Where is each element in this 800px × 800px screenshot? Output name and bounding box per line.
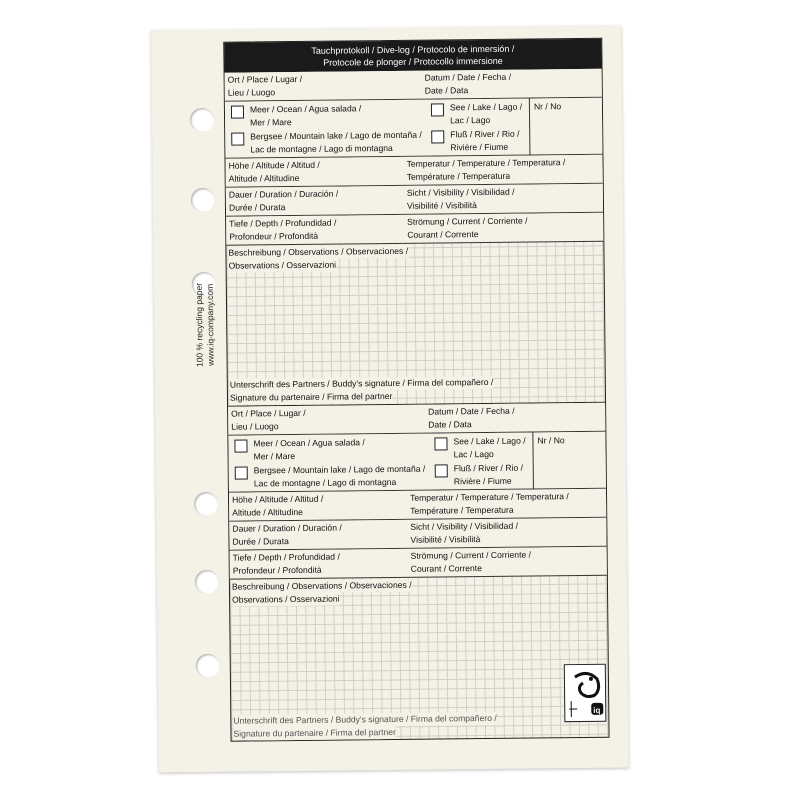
temperature-label: Temperatur / Temperature / Temperatura / <box>406 157 566 169</box>
river-label: Fluß / River / Rio / <box>450 128 520 140</box>
side-imprint <box>194 265 217 385</box>
mountain-lake-label: Lac de montagne / Lago di montagna <box>253 476 397 489</box>
divider <box>532 433 534 489</box>
river-option[interactable] <box>431 128 520 155</box>
place-date-row <box>225 69 602 102</box>
date-label: Datum / Date / Fecha / <box>424 71 512 83</box>
sea-checkbox[interactable] <box>231 106 244 119</box>
fish-logo-icon <box>565 665 606 721</box>
signature-label: Unterschrift des Partners / Buddy's signature / Firma del compañero / <box>229 376 494 390</box>
altitude-label: Altitude / Altitudine <box>228 172 300 184</box>
duration-visibility-row <box>229 518 606 551</box>
river-checkbox[interactable] <box>435 464 448 477</box>
signature-label: Signature du partenaire / Firma del partner <box>233 726 396 739</box>
current-label: Strömung / Current / Corriente / <box>410 549 532 561</box>
recycling-note: 100 % recycling paper <box>193 282 205 368</box>
punch-hole <box>196 654 220 678</box>
place-date-row <box>228 403 605 436</box>
website-note: www.iq-company.com <box>204 283 216 366</box>
form-header <box>224 39 601 73</box>
depth-label: Profondeur / Profondità <box>229 230 319 242</box>
place-label: Ort / Place / Lugar / <box>231 407 306 419</box>
temperature-label: Température / Temperatura <box>410 504 514 516</box>
current-label: Courant / Corrente <box>410 563 482 574</box>
visibility-field[interactable] <box>407 186 515 213</box>
observations-label <box>232 579 412 607</box>
depth-label: Tiefe / Depth / Profundidad / <box>229 217 337 229</box>
mountain-lake-label: Lac de montagne / Lago di montagna <box>250 142 393 155</box>
altitude-temp-row <box>225 155 602 188</box>
date-label: Date / Data <box>424 85 469 96</box>
mountain-lake-checkbox[interactable] <box>235 466 248 479</box>
visibility-label: Visibilité / Visibilità <box>410 534 481 545</box>
depth-field[interactable] <box>229 217 336 244</box>
current-label: Strömung / Current / Corriente / <box>407 215 528 227</box>
altitude-label: Höhe / Altitude / Altitud / <box>228 159 320 171</box>
duration-visibility-row <box>226 184 603 217</box>
number-label: Nr / No <box>537 435 565 446</box>
punch-hole <box>194 492 218 516</box>
date-label: Date / Data <box>428 419 472 430</box>
place-label: Ort / Place / Lugar / <box>227 73 303 85</box>
punch-hole <box>195 570 219 594</box>
log-sheet <box>151 26 629 773</box>
number-label: Nr / No <box>533 101 562 112</box>
altitude-label: Höhe / Altitude / Altitud / <box>231 493 324 505</box>
sea-label: Mer / Mare <box>253 450 296 462</box>
river-label: Fluß / River / Rio / <box>453 462 524 474</box>
sea-label: Mer / Mare <box>250 117 292 128</box>
dive-log-form <box>223 38 609 742</box>
depth-current-row <box>226 213 603 246</box>
iq-logo <box>564 664 607 722</box>
depth-label: Profondeur / Profondità <box>232 564 322 576</box>
observations-area[interactable] <box>230 576 609 742</box>
current-field[interactable] <box>411 549 532 576</box>
number-field[interactable] <box>534 100 561 113</box>
temperature-field[interactable] <box>410 490 569 518</box>
lake-label: See / Lake / Lago / <box>449 101 523 113</box>
mountain-lake-label: Bergsee / Mountain lake / Lago de montaña / <box>253 463 426 476</box>
observations-area[interactable] <box>226 242 605 407</box>
duration-label: Durée / Durata <box>228 202 286 213</box>
water-type-row <box>228 432 606 493</box>
number-field[interactable] <box>537 434 564 447</box>
visibility-label: Sicht / Visibility / Visibilidad / <box>410 520 519 532</box>
sea-label: Meer / Ocean / Agua salada / <box>249 103 362 115</box>
lake-option[interactable] <box>434 435 525 462</box>
svg-text:iq: iq <box>593 705 601 715</box>
temperature-field[interactable] <box>406 156 565 184</box>
signature-label: Unterschrift des Partners / Buddy's signature / Firma del compañero / <box>233 712 497 726</box>
sea-option[interactable] <box>231 102 362 129</box>
lake-checkbox[interactable] <box>434 437 447 450</box>
observations-text: Beschreibung / Observations / Observaciones / <box>228 245 409 258</box>
sea-option[interactable] <box>234 436 365 463</box>
depth-current-row <box>230 547 607 580</box>
mountain-lake-label: Bergsee / Mountain lake / Lago de montaña / <box>250 129 422 142</box>
current-field[interactable] <box>407 215 528 242</box>
altitude-label: Altitude / Altitudine <box>232 506 303 518</box>
visibility-label: Visibilité / Visibilità <box>406 200 477 211</box>
observations-text: Beschreibung / Observations / Observaciones / <box>231 579 412 592</box>
mountain-lake-checkbox[interactable] <box>231 133 244 146</box>
temperature-label: Température / Temperatura <box>406 170 511 182</box>
sea-label: Meer / Ocean / Agua salada / <box>253 437 365 449</box>
punch-hole <box>191 188 215 212</box>
mountain-lake-option[interactable] <box>235 463 426 491</box>
place-field[interactable] <box>231 407 306 434</box>
altitude-temp-row <box>229 489 606 522</box>
river-checkbox[interactable] <box>431 130 444 143</box>
date-label: Datum / Date / Fecha / <box>428 405 515 417</box>
duration-field[interactable] <box>229 188 339 215</box>
duration-label: Dauer / Duration / Duración / <box>228 188 339 200</box>
river-option[interactable] <box>435 462 524 489</box>
sea-checkbox[interactable] <box>234 439 247 452</box>
visibility-field[interactable] <box>410 520 518 547</box>
depth-field[interactable] <box>233 551 340 578</box>
lake-label: Lac / Lago <box>450 114 491 126</box>
lake-label: See / Lake / Lago / <box>453 435 526 447</box>
observations-text: Observations / Osservazioni <box>232 593 340 605</box>
lake-option[interactable] <box>431 101 522 128</box>
punch-hole <box>190 108 214 132</box>
place-label: Lieu / Luogo <box>231 421 279 432</box>
signature-field[interactable] <box>233 712 497 741</box>
current-label: Courant / Corrente <box>407 229 479 240</box>
place-label: Lieu / Luogo <box>227 87 276 98</box>
river-label: Rivière / Fiume <box>453 475 512 487</box>
duration-label: Dauer / Duration / Duración / <box>232 522 342 534</box>
signature-field[interactable] <box>230 376 494 405</box>
duration-label: Durée / Durata <box>232 536 289 547</box>
header-line: Protocole de plonger / Protocollo immersione <box>323 55 503 68</box>
river-label: Rivière / Fiume <box>450 141 509 153</box>
observations-text: Observations / Osservazioni <box>228 259 337 271</box>
altitude-field[interactable] <box>232 493 324 520</box>
duration-field[interactable] <box>232 522 342 549</box>
visibility-label: Sicht / Visibility / Visibilidad / <box>406 186 515 198</box>
date-field[interactable] <box>428 405 515 432</box>
lake-label: Lac / Lago <box>453 448 494 460</box>
date-field[interactable] <box>425 71 512 98</box>
signature-label: Signature du partenaire / Firma del partner <box>229 390 393 403</box>
mountain-lake-option[interactable] <box>231 129 422 157</box>
water-type-row <box>225 98 603 159</box>
place-field[interactable] <box>228 73 303 100</box>
depth-label: Tiefe / Depth / Profundidad / <box>232 551 340 563</box>
observations-label <box>228 245 408 273</box>
temperature-label: Temperatur / Temperature / Temperatura / <box>409 491 569 503</box>
header-line: Tauchprotokoll / Dive-log / Protocolo de inmersión / <box>311 43 515 56</box>
lake-checkbox[interactable] <box>431 103 444 116</box>
divider <box>529 99 531 155</box>
altitude-field[interactable] <box>228 159 320 186</box>
